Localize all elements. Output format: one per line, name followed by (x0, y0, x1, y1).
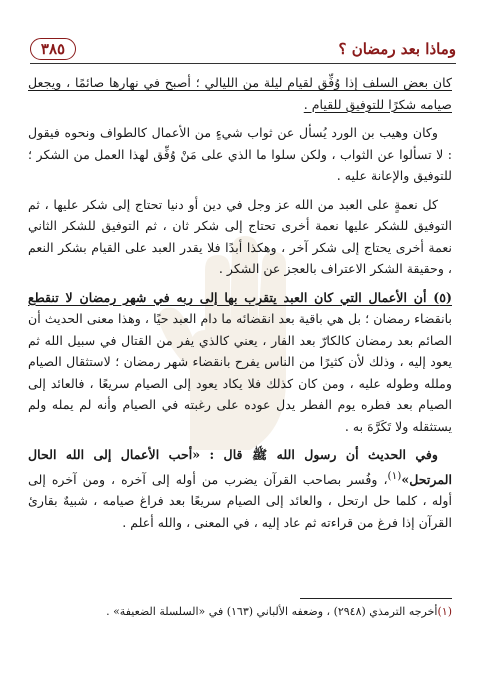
footnote-reference: (١) (387, 469, 402, 482)
page-header (30, 38, 456, 64)
footnote-number: (١) (437, 605, 452, 618)
paragraph-4-body: بانقضاء رمضان ؛ بل هي باقية بعد انقضائه ما دام العبد حيًا ، وهذا معنى الحديث أن الصائم بعد رمضان كالكارّ بعد الفار ، يعني كالذي يفر من القتال في سبيل الله ثم يعود إليه ، وذلك لأن كثيرًا من الناس يفرح بانقضاء شهر رمضان ؛ لاستثقال الصيام وملله وطوله عليه ، ومن كان كذلك فلا يكاد يعود إلى الصيام سريعًا ، فالعائد إلى الصيام بعد فطره يوم الفطر يدل عوده على رغبته في الصيام وأنه لم يمله ولم يستثقله ولا تَكَرَّهَ به . (28, 311, 452, 434)
paragraph-1: كان بعض السلف إذا وُفِّق لقيام ليلة من الليالي ؛ أصبح في نهارها صائمًا ، ويجعل صيامه شكرًا للتوفيق للقيام . (28, 75, 452, 112)
paragraph-2: وكان وهيب بن الورد يُسأل عن ثواب شيءٍ من الأعمال كالطواف ونحوه فيقول : لا تسألوا عن الثواب ، ولكن سلوا ما الذي على مَنْ وُفِّق لهذا العمل من الشكر ؛ للتوفيق والإعانة عليه . (28, 125, 452, 183)
footnote-text: أخرجه الترمذي (٢٩٤٨) ، وضعفه الألباني (١٦٣) في «السلسلة الضعيفة» . (106, 605, 438, 618)
header-rule (30, 63, 456, 64)
page-number: ٣٨٥ (30, 38, 76, 60)
hadith-quote: وفي الحديث أن رسول الله ﷺ قال : «أحب الأعمال إلى الله الحال المرتحل» (28, 447, 452, 487)
paragraph-4 (28, 287, 452, 438)
paragraph-3: كل نعمةٍ على العبد من الله عز وجل في دين أو دنيا تحتاج إلى شكر عليها ، ثم التوفيق للشكر عليها نعمة أخرى تحتاج إلى شكر ثان ، ثم التوفيق للشكر الثاني نعمة أخرى يحتاج إلى شكر آخر ، وهكذا أبدًا فلا يقدر العبد على القيام بشكر النعم ، وحقيقة الشكر الاعتراف بالعجز عن الشكر . (28, 196, 452, 276)
footnote (28, 604, 452, 620)
running-title: وماذا بعد رمضان ؟ (338, 40, 456, 58)
footnote-rule (300, 598, 452, 599)
paragraph-5-body: ، وفُسر بصاحب القرآن يضرب من أوله إلى آخره ، ومن آخره إلى أوله ، كلما حل ارتحل ، والعائد إلى الصيام سريعًا بعد فراغ صيامه ، شبيهٌ بقارئ القرآن إذا فرغ من قراءته ثم عاد إليه ، في المعنى ، والله أعلم . (28, 471, 452, 530)
main-text (28, 72, 452, 540)
paragraph-5 (28, 444, 452, 533)
section-heading: (٥) أن الأعمال التي كان العبد يتقرب بها إلى ربه في شهر رمضان لا تنقطع (28, 289, 452, 305)
